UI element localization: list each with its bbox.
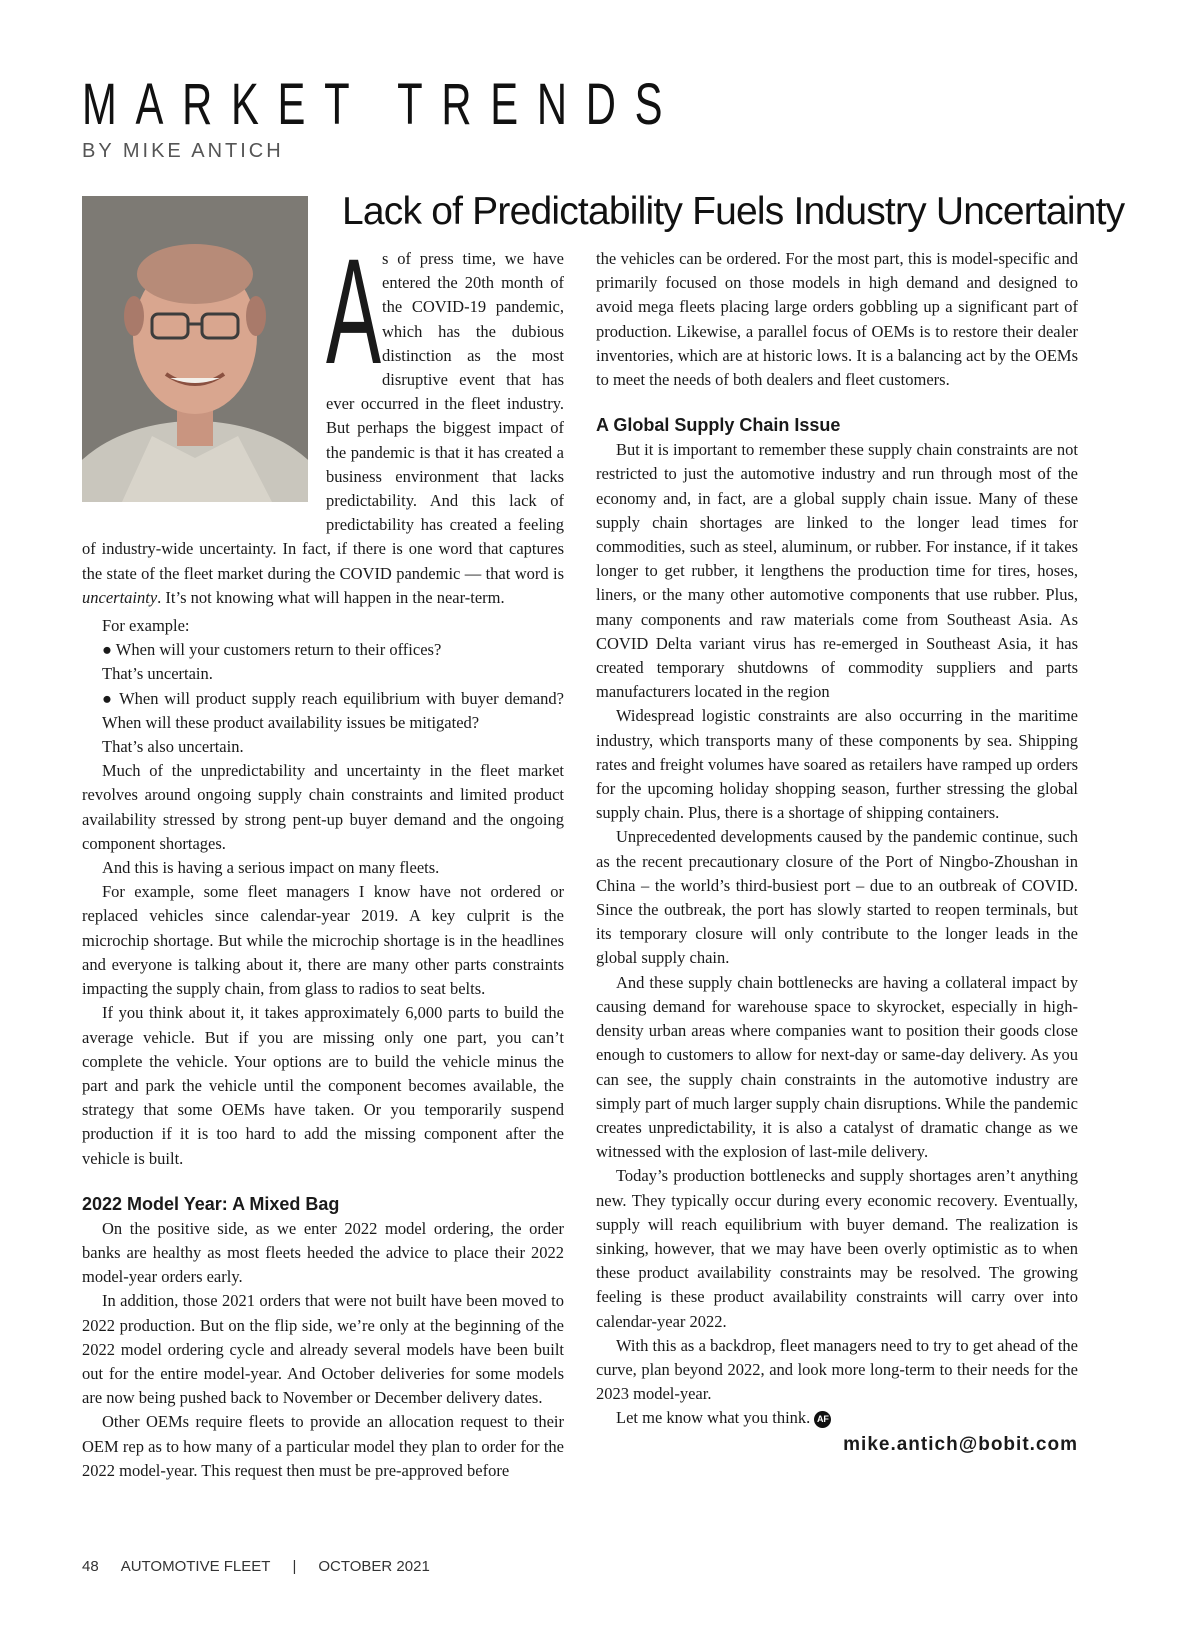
author-email[interactable]: mike.antich@bobit.com	[843, 1433, 1078, 1455]
left-paragraph: And this is having a serious impact on many fleets.	[102, 858, 440, 878]
section1-paragraph: Other OEMs require fleets to provide an allocation request to their OEM rep as to how many of a particular model they plan to order for the 2022 model-year. This request then must be pre-approved before	[82, 1412, 564, 1480]
footer-separator: |	[292, 1558, 297, 1575]
continuation-paragraph: the vehicles can be ordered. For the most part, this is model-specific and primarily focused on those models in high demand and designed to avoid mega fleets placing large orders gobbling up a significant part of production. Likewise, a parallel focus of OEMs is to restore their dealer inventories, which are at historic lows. It is a balancing act by the OEMs to meet the needs of both dealers and fleet customers.	[596, 249, 1078, 390]
bullet-answer-2: That’s also uncertain.	[102, 737, 244, 757]
section2-paragraph: Unprecedented developments caused by the pandemic continue, such as the recent precautionary closure of the Port of Ningbo-Zhoushan in China – the world’s third-busiest port – due to an outbreak of COVID. Since the outbreak, the port has slowly started to reopen terminals, but its temporary closure will only contribute to the longer leads in the global supply chain.	[596, 827, 1078, 968]
section2-paragraph: And these supply chain bottlenecks are having a collateral impact by causing demand for warehouse space to skyrocket, especially in high-density urban areas where companies want to position their goods close enough to customers to allow for next-day or same-day delivery. As you can see, the supply chain constraints in the automotive industry are simply part of much larger supply chain disruptions. While the pandemic creates unpredictability, it is also a catalyst of dramatic change as we witnessed with the explosion of last-mile delivery.	[596, 972, 1078, 1162]
example-lead: For example:	[102, 616, 190, 636]
bullet-answer-1: That’s uncertain.	[102, 664, 213, 684]
intro-emphasis: uncertainty	[82, 587, 158, 607]
column-left	[82, 227, 564, 1483]
page-number: 48	[82, 1558, 99, 1575]
drop-cap: A	[326, 227, 382, 395]
article-headline: Lack of Predictability Fuels Industry Uncertainty	[342, 190, 1125, 233]
page-footer	[82, 1558, 452, 1575]
section-kicker: MARKET TRENDS	[82, 72, 682, 137]
section2-paragraph: Today’s production bottlenecks and supply shortages aren’t anything new. They typically occur during every economic recovery. Eventually, supply will reach equilibrium with buyer demand. The realization is sinking, however, that we may have been overly optimistic as to when these product availability constraints may be resolved. The growing feeling is these product availability constraints will carry over into calendar-year 2022.	[596, 1166, 1078, 1331]
bullet-question-1: ● When will your customers return to their offices?	[102, 640, 442, 660]
left-paragraph: For example, some fleet managers I know have not ordered or replaced vehicles since calendar-year 2019. A key culprit is the microchip shortage. But while the microchip shortage is in the headlines and everyone is talking about it, there are many other parts constraints impacting the supply chain, from glass to radios to seat belts.	[82, 882, 564, 999]
section1-paragraph: In addition, those 2021 orders that were not built have been moved to 2022 production. But on the flip side, we’re only at the beginning of the 2022 model ordering cycle and already several models have been built out for the entire model-year. And October deliveries for some models are now being pushed back to November or December delivery dates.	[82, 1291, 564, 1408]
closing-line	[596, 1406, 1078, 1430]
closing-text: Let me know what you think.	[616, 1408, 811, 1428]
issue-date: OCTOBER 2021	[318, 1558, 430, 1575]
photo-wrap-spacer	[82, 247, 326, 515]
section1-paragraph: On the positive side, as we enter 2022 model ordering, the order banks are healthy as most fleets heeded the advice to place their 2022 model-year orders early.	[82, 1218, 564, 1287]
subhead-mixed-bag: 2022 Model Year: A Mixed Bag	[82, 1193, 340, 1214]
publication-name: AUTOMOTIVE FLEET	[120, 1558, 271, 1575]
intro-tail: . It’s not knowing what will happen in the near-term.	[157, 587, 505, 607]
section2-paragraph: With this as a backdrop, fleet managers need to try to get ahead of the curve, plan beyond 2022, and look more long-term to their needs for the 2023 model-year.	[596, 1335, 1078, 1404]
section2-paragraph: Widespread logistic constraints are also occurring in the maritime industry, which transports many of these components by sea. Shipping rates and freight volumes have soared as retailers have ramped up orders for the upcoming holiday shopping season, further stressing the global supply chain. Plus, there is a shortage of shipping containers.	[596, 706, 1078, 823]
subhead-global-supply: A Global Supply Chain Issue	[596, 415, 841, 436]
intro-text: s of press time, we have entered the 20th month of the COVID-19 pandemic, which has the dubious distinction as the most disruptive event that has ever occurred in the fleet industry. But perhaps the biggest impact of the pandemic is that it has created a business environment that lacks predictability. And this lack of predictability has created a feeling of industry-wide uncertainty. In fact, if there is one word that captures the state of the fleet market during the COVID pandemic — that word is	[82, 249, 564, 583]
byline: BY MIKE ANTICH	[82, 140, 284, 162]
bullet-question-2: ● When will product supply reach equilibrium with buyer demand? When will these product availability issues be mitigated?	[102, 688, 564, 732]
left-paragraph: Much of the unpredictability and uncertainty in the fleet market revolves around ongoing supply chain constraints and limited product availability stressed by strong pent-up buyer demand and the ongoing component shortages.	[82, 761, 564, 853]
af-logo-icon: AF	[814, 1411, 831, 1428]
section2-paragraph: But it is important to remember these supply chain constraints are not restricted to just the automotive industry and run through most of the economy and, in fact, are a global supply chain issue. Many of these supply chain shortages are linked to the longer lead times for commodities, such as steel, aluminum, or rubber. For instance, if it takes longer to get rubber, it lengthens the production time for tires, hoses, liners, or the many other automotive components that use rubber. Plus, many components and raw materials come from Southeast Asia. As COVID Delta variant virus has re-emerged in Southeast Asia, it has created temporary shutdowns of commodity suppliers and parts manufacturers located in the region	[596, 440, 1078, 702]
column-right	[596, 247, 1078, 1457]
left-paragraph: If you think about it, it takes approximately 6,000 parts to build the average vehicle. But if you are missing only one part, you can’t complete the vehicle. Your options are to build the vehicle minus the part and park the vehicle until the component becomes available, the strategy that some OEMs have taken. Or you temporarily suspend production if it is too hard to add the missing component after the vehicle is built.	[82, 1003, 564, 1168]
